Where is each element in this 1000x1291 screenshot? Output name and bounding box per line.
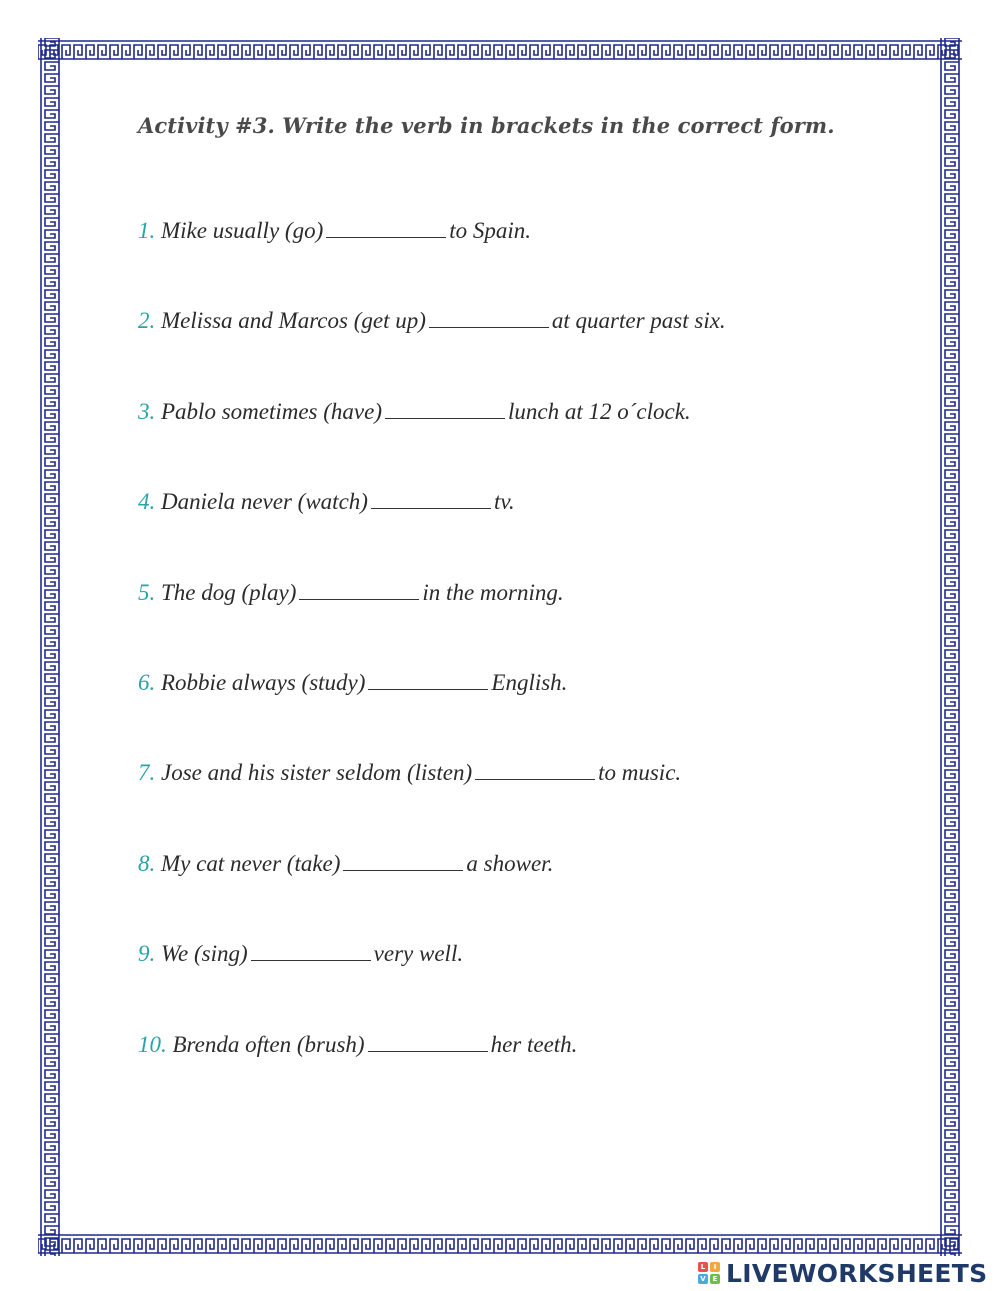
exercise-number: 1.	[138, 218, 156, 243]
exercise-prompt: Brenda often (brush)	[172, 1031, 365, 1057]
exercise-prompt: Pablo sometimes (have)	[161, 398, 382, 424]
answer-blank[interactable]	[368, 673, 488, 690]
exercise-prompt: Melissa and Marcos (get up)	[161, 308, 426, 334]
logo-text: LIVEWORKSHEETS	[726, 1258, 988, 1288]
answer-blank[interactable]	[475, 763, 595, 780]
exercise-ending: tv.	[493, 489, 515, 515]
greek-key-border-right	[938, 38, 962, 1256]
exercise-ending: at quarter past six.	[551, 308, 726, 334]
exercise-ending: to music.	[598, 760, 682, 786]
answer-blank[interactable]	[385, 402, 505, 419]
exercise-number: 10.	[138, 1031, 167, 1057]
answer-blank[interactable]	[326, 221, 446, 238]
exercise-item	[138, 218, 531, 244]
exercise-item	[138, 308, 726, 334]
activity-title: Activity #3. Write the verb in brackets in the correct form.	[138, 113, 835, 138]
exercise-prompt: Jose and his sister seldom (listen)	[161, 760, 473, 786]
exercise-ending: English.	[491, 670, 568, 695]
exercise-ending: to Spain.	[449, 218, 532, 243]
exercise-item	[138, 580, 564, 606]
answer-blank[interactable]	[299, 583, 419, 600]
exercise-ending: in the morning.	[422, 579, 564, 605]
answer-blank[interactable]	[343, 854, 463, 871]
exercise-number: 2.	[138, 308, 156, 334]
exercise-ending: her teeth.	[490, 1031, 578, 1057]
exercise-number: 9.	[138, 941, 156, 967]
exercise-number: 4.	[138, 489, 156, 515]
exercise-prompt: The dog (play)	[161, 579, 297, 605]
exercise-prompt: Robbie always (study)	[161, 670, 366, 695]
exercise-item	[138, 399, 691, 425]
answer-blank[interactable]	[368, 1035, 488, 1052]
exercise-ending: a shower.	[466, 850, 554, 876]
answer-blank[interactable]	[371, 492, 491, 509]
logo-mark-icon: L I V E	[698, 1262, 720, 1284]
exercise-item	[138, 670, 567, 696]
answer-blank[interactable]	[429, 311, 549, 328]
exercise-ending: very well.	[373, 941, 464, 967]
exercise-item	[138, 941, 463, 967]
exercise-item	[138, 1032, 577, 1058]
exercise-item	[138, 851, 553, 877]
exercise-prompt: Mike usually (go)	[161, 218, 324, 243]
exercise-number: 7.	[138, 760, 156, 786]
exercise-number: 5.	[138, 579, 156, 605]
exercise-ending: lunch at 12 o´clock.	[508, 398, 691, 424]
answer-blank[interactable]	[251, 944, 371, 961]
exercise-prompt: We (sing)	[161, 941, 248, 967]
greek-key-border-bottom	[38, 1232, 962, 1256]
exercise-number: 8.	[138, 850, 156, 876]
exercise-prompt: Daniela never (watch)	[161, 489, 368, 515]
liveworksheets-logo	[698, 1258, 987, 1288]
exercise-number: 6.	[138, 670, 156, 695]
exercise-number: 3.	[138, 398, 156, 424]
exercise-prompt: My cat never (take)	[161, 850, 341, 876]
exercise-item	[138, 760, 681, 786]
greek-key-border-top	[38, 38, 962, 62]
greek-key-border-left	[38, 38, 62, 1256]
exercise-item	[138, 489, 515, 515]
